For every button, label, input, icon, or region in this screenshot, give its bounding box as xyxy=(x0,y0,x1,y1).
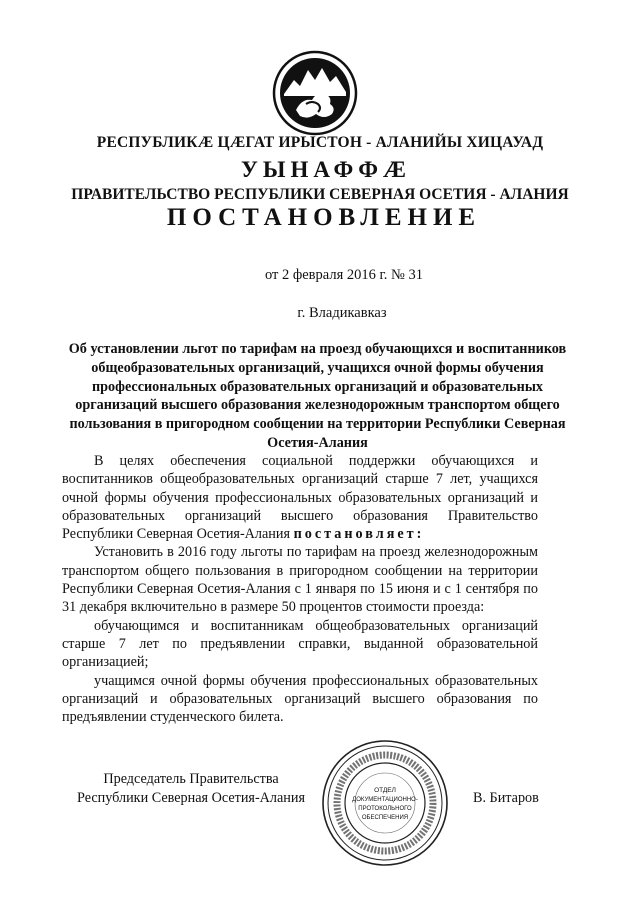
body-paragraph-pupils: обучающимся и воспитанникам общеобразовательных организаций старше 7 лет по предъявлении справки, выданной образовательной организацией; xyxy=(62,617,538,671)
body-paragraph-preamble xyxy=(62,452,538,543)
resolves-word: постановляет: xyxy=(293,526,425,543)
stamp-line-4: ОБЕСПЕЧЕНИЯ xyxy=(361,815,409,821)
official-stamp xyxy=(320,738,450,868)
signatory-position-line2: Республики Северная Осетия-Алания xyxy=(76,790,305,806)
document-subject-title: Об установлении льгот по тарифам на проезд обучающихся и воспитанников общеобразовательных организаций, учащихся очной формы обучения профессиональных образовательных организаций и образовательных организаций высшего образования железнодорожным транспортом общего пользования в пригородном сообщении на территории Республики Северная Осетия-Алания xyxy=(68,341,567,451)
stamp-line-3: ПРОТОКОЛЬНОГО xyxy=(358,806,412,812)
stamp-line-2: ДОКУМЕНТАЦИОННО- xyxy=(352,797,418,803)
document-date-number: от 2 февраля 2016 г. № 31 xyxy=(264,267,424,283)
header-ossetian-government: РЕСПУБЛИКӔ ЦӔГАТ ИРЫСТОН - АЛАНИЙЫ ХИЦАУАД xyxy=(96,134,544,151)
signatory-position-line1: Председатель Правительства xyxy=(103,771,279,787)
header-ossetian-decree: УЫНАФФӔ xyxy=(240,157,412,182)
body-paragraph-students: учащимся очной формы обучения профессиональных образовательных организаций и образовательных организаций высшего образования по предъявлении студенческого билета. xyxy=(62,672,538,726)
preamble-text: В целях обеспечения социальной поддержки обучающихся и воспитанников общеобразовательных организаций старше 7 лет, учащихся очной формы обучения профессиональных образовательных организаций и образовательных организаций высшего образования Правительство Республики Северная Осетия-Алания xyxy=(62,453,538,543)
coat-of-arms-emblem xyxy=(272,50,358,136)
stamp-line-1: ОТДЕЛ xyxy=(374,787,396,794)
body-paragraph-establish: Установить в 2016 году льготы по тарифам на проезд железнодорожным транспортом общего пользования в пригородном сообщении на территории Республики Северная Осетия-Алания с 1 января по 15 июня и с 1 сентября по 31 декабря включительно в размере 50 процентов стоимости проезда: xyxy=(62,544,538,616)
header-government-name: ПРАВИТЕЛЬСТВО РЕСПУБЛИКИ СЕВЕРНАЯ ОСЕТИЯ - АЛАНИЯ xyxy=(71,186,569,203)
document-body xyxy=(62,452,538,726)
signatory-position xyxy=(66,770,316,808)
signatory-name: В. Битаров xyxy=(473,790,539,806)
document-type-title: ПОСТАНОВЛЕНИЕ xyxy=(166,204,482,231)
document-city: г. Владикавказ xyxy=(297,305,387,321)
